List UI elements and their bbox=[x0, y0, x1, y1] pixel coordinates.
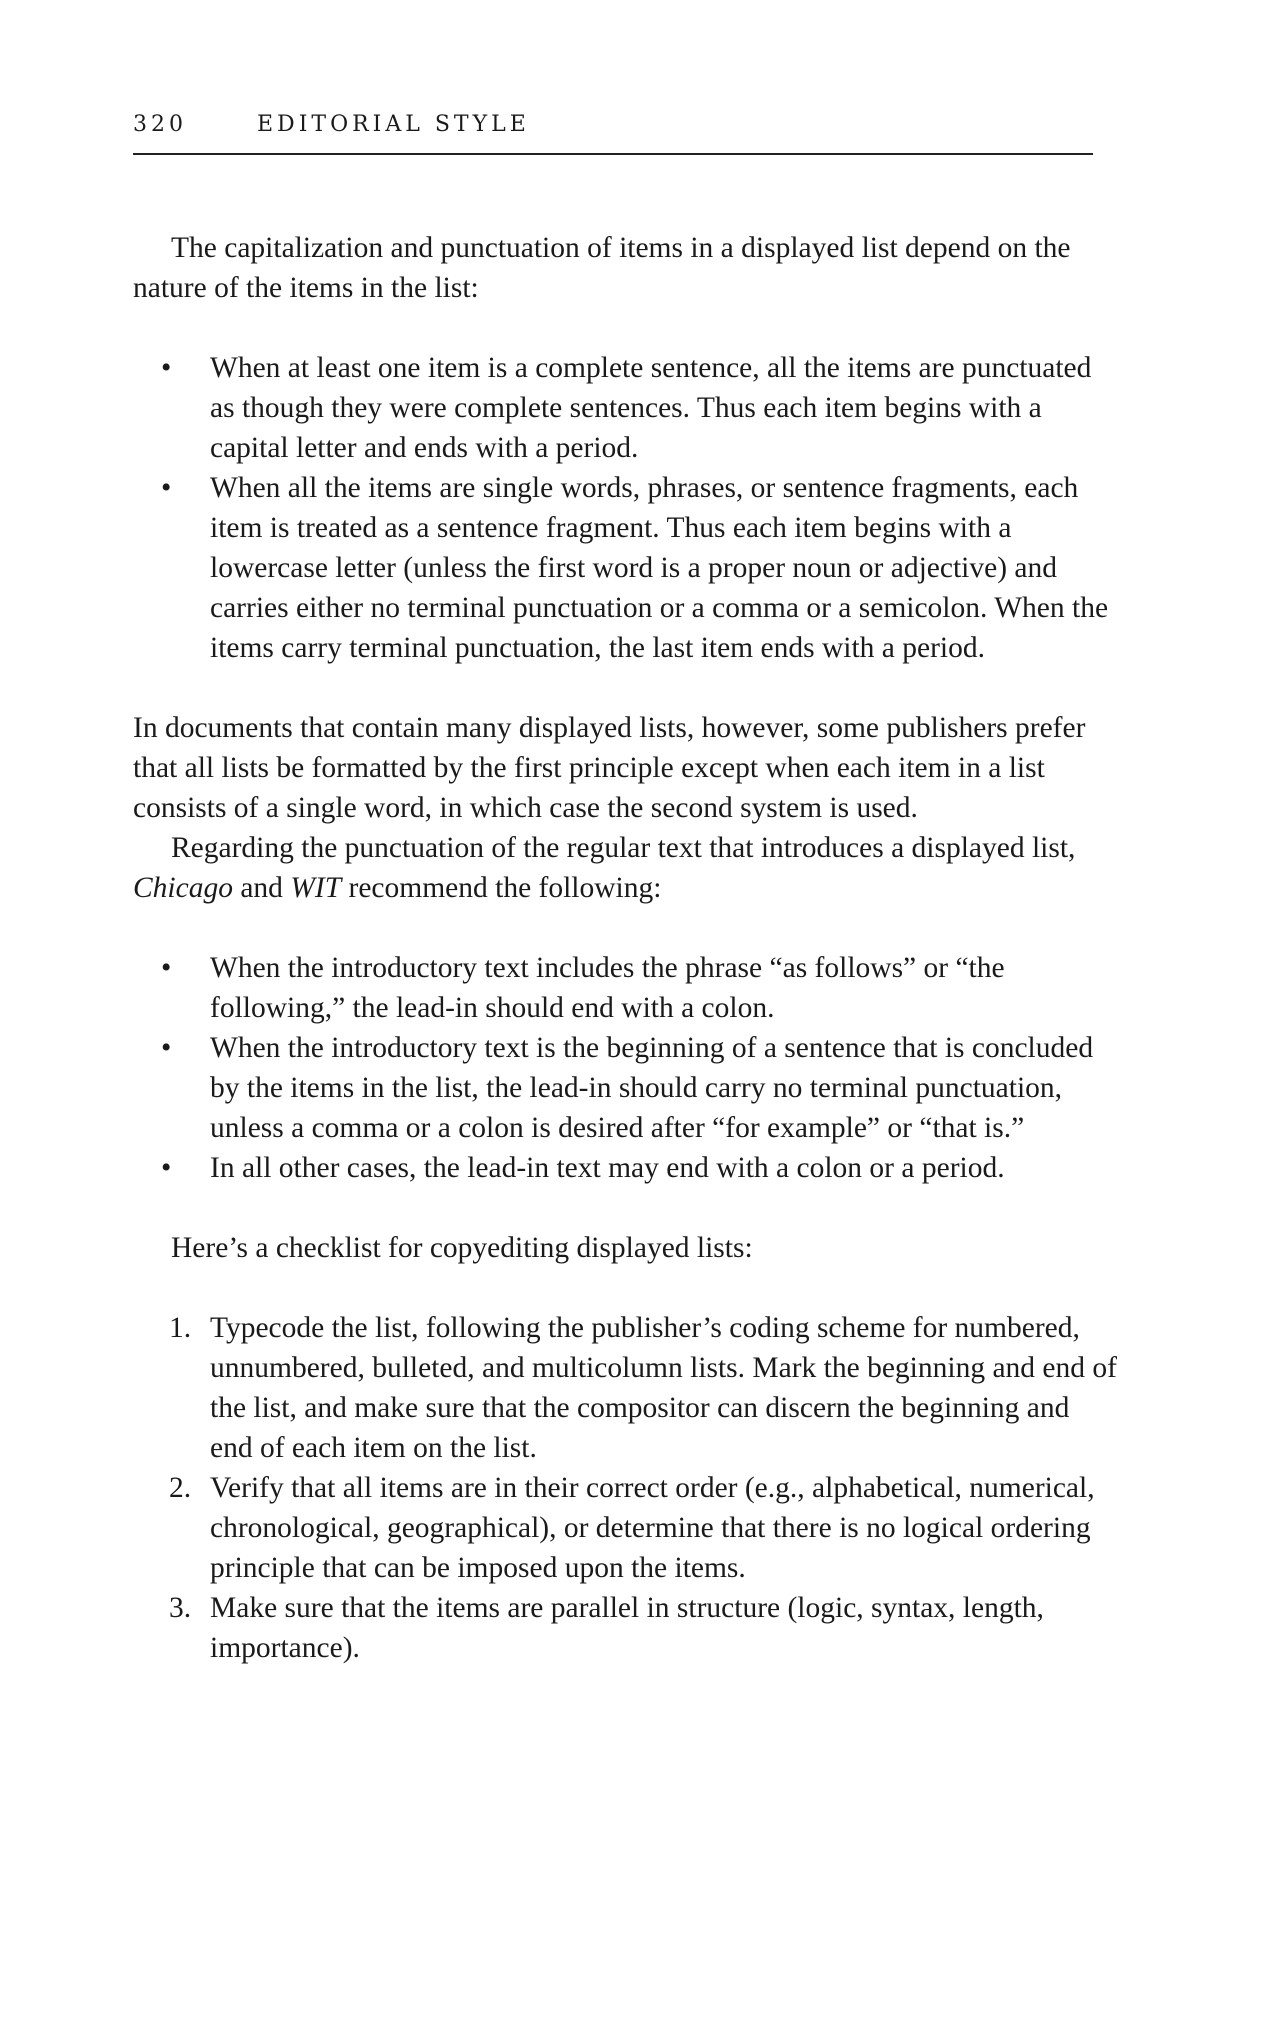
list-item bbox=[133, 948, 1117, 1028]
list-item bbox=[133, 468, 1117, 668]
item-number: 3. bbox=[169, 1592, 192, 1624]
bullet-marker: • bbox=[161, 1152, 172, 1184]
page-number: 320 bbox=[133, 112, 187, 137]
header-rule bbox=[133, 153, 1093, 155]
checklist-item bbox=[133, 1468, 1117, 1588]
lead-in-text: Regarding the punctuation of the regular text that introduces a displayed list, bbox=[171, 832, 1076, 864]
item-number: 2. bbox=[169, 1472, 192, 1504]
list-item-text: When all the items are single words, phrases, or sentence fragments, each item is treated as a sentence fragment. Thus each item begins with a lowercase letter (unless the first word is a proper noun or adjective) and carries either no terminal punctuation or a comma or a semicolon. When the items carry terminal punctuation, the last item ends with a period. bbox=[210, 472, 1109, 664]
paragraph-checklist-intro: Here’s a checklist for copyediting displayed lists: bbox=[171, 1232, 753, 1264]
paragraph-lead-in bbox=[133, 828, 1093, 908]
body-text bbox=[133, 228, 1117, 1708]
checklist-item bbox=[133, 1588, 1117, 1668]
list-item bbox=[133, 1148, 1117, 1188]
checklist-item bbox=[133, 1308, 1117, 1468]
capitalization-rules-list bbox=[133, 348, 1109, 668]
checklist-item-text: Typecode the list, following the publisher’s coding scheme for numbered, unnumbered, bulleted, and multicolumn lists. Mark the beginning and end of the list, and make sure that the compositor can discern the beginning and end of each item on the list. bbox=[210, 1312, 1117, 1464]
lead-in-tail: recommend the following: bbox=[341, 872, 662, 904]
bullet-marker: • bbox=[161, 952, 172, 984]
checklist-item-text: Verify that all items are in their correct order (e.g., alphabetical, numerical, chronological, geographical), or determine that there is no logical ordering principle that can be imposed upon the items. bbox=[210, 1472, 1095, 1584]
running-title: EDITORIAL STYLE bbox=[257, 112, 530, 137]
list-item bbox=[133, 1028, 1117, 1148]
copyediting-checklist bbox=[133, 1308, 1117, 1668]
list-item-text: When the introductory text is the beginning of a sentence that is concluded by the items in the list, the lead-in should carry no terminal punctuation, unless a comma or a colon is desired after “for example” or “that is.” bbox=[210, 1032, 1094, 1144]
bullet-marker: • bbox=[161, 1032, 172, 1064]
bullet-marker: • bbox=[161, 472, 172, 504]
bullet-marker: • bbox=[161, 352, 172, 384]
paragraph-intro: The capitalization and punctuation of items in a displayed list depend on the nature of the items in the list: bbox=[133, 232, 1071, 304]
lead-in-punctuation-list bbox=[133, 948, 1093, 1188]
checklist-item-text: Make sure that the items are parallel in structure (logic, syntax, length, importance). bbox=[210, 1592, 1044, 1664]
list-item-text: When at least one item is a complete sentence, all the items are punctuated as though they were complete sentences. Thus each item begins with a capital letter and ends with a period. bbox=[210, 352, 1092, 464]
item-number: 1. bbox=[169, 1312, 192, 1344]
chicago-title: Chicago bbox=[133, 872, 233, 904]
paragraph-publishers: In documents that contain many displayed lists, however, some publishers prefer that all lists be formatted by the first principle except when each item in a list consists of a single word, in which case the second system is used. bbox=[133, 712, 1086, 824]
wit-title: WIT bbox=[290, 872, 342, 904]
list-item-text: When the introductory text includes the phrase “as follows” or “the following,” the lead-in should end with a colon. bbox=[210, 952, 1005, 1024]
list-item bbox=[133, 348, 1117, 468]
conjunction-text: and bbox=[232, 872, 291, 904]
list-item-text: In all other cases, the lead-in text may end with a colon or a period. bbox=[210, 1152, 1005, 1184]
